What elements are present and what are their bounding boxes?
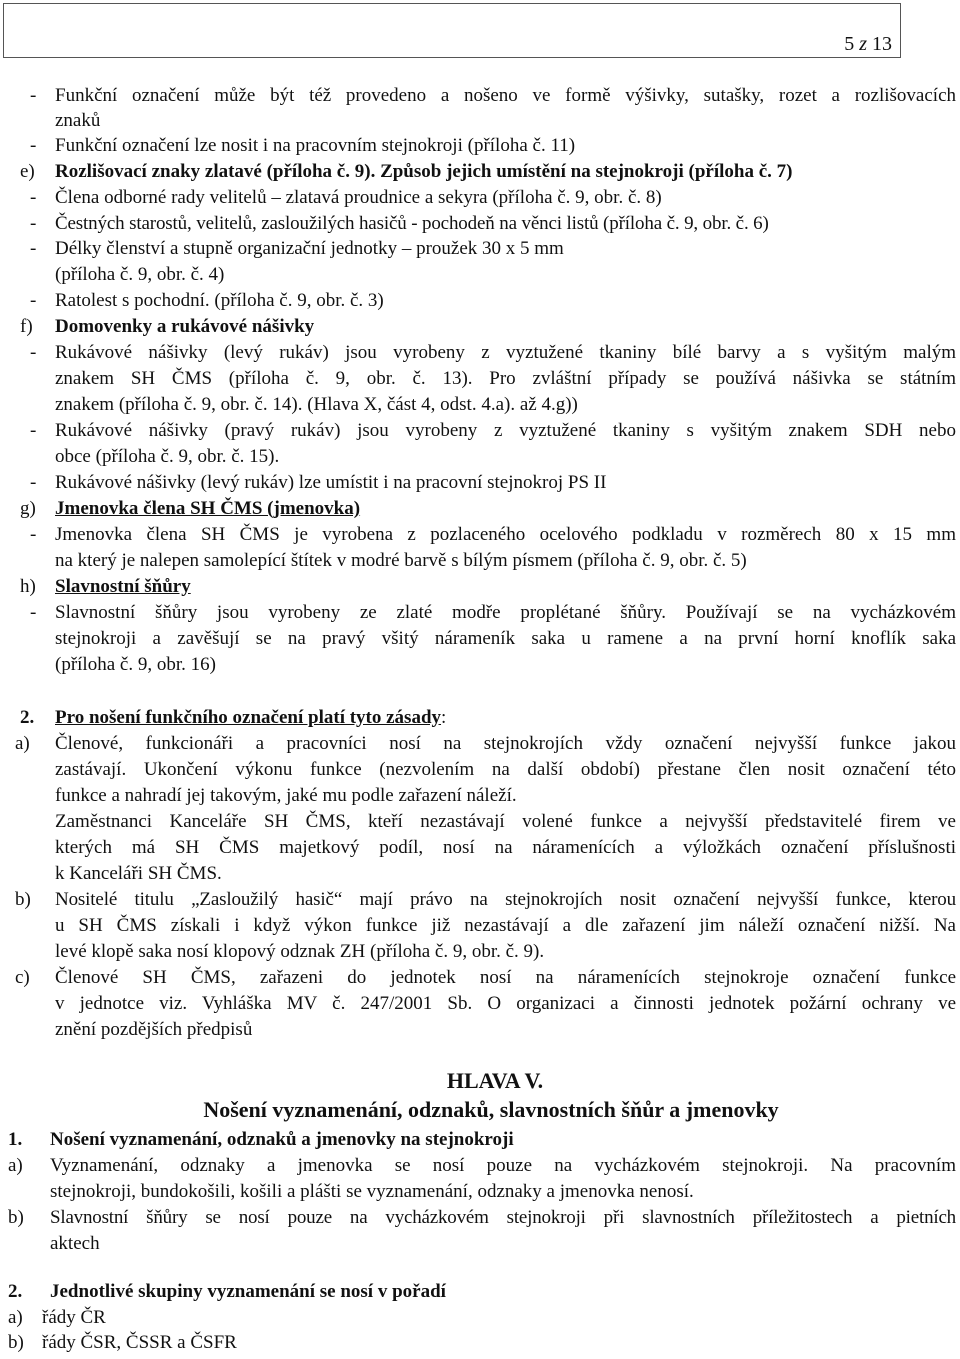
page-header-box [3,3,901,58]
chapter-title: Nošení vyznamenání, odznaků, slavnostních šňůr a jmenovky [203,1097,779,1122]
chapter-heading: HLAVA V. [446,1068,544,1093]
page-number: 5 z 13 [844,33,892,55]
